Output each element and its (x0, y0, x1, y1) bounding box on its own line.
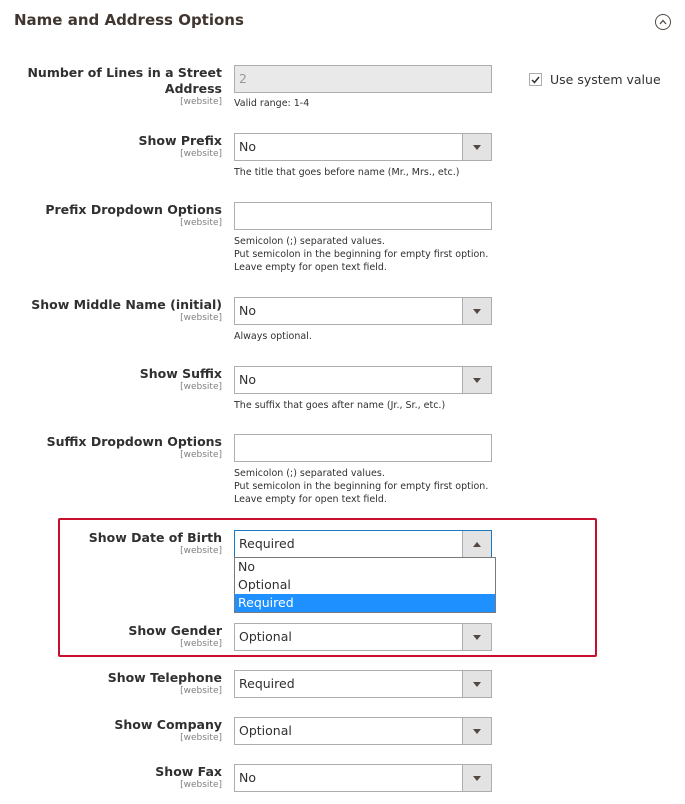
show-telephone-select[interactable] (234, 670, 492, 698)
selected-value: No (239, 770, 256, 785)
show-dob-select[interactable] (234, 530, 492, 558)
show-prefix-label: Show Prefix (138, 133, 222, 148)
dropdown-arrow-icon[interactable] (462, 671, 491, 697)
field-note: Semicolon (;) separated values. Put semicolon in the beginning for empty first option. Leave empty for open text field. (234, 236, 489, 273)
checkmark-icon (531, 76, 540, 84)
scope-label: [website] (180, 450, 222, 460)
scope-label: [website] (180, 149, 222, 159)
use-system-value-checkbox[interactable] (529, 73, 542, 86)
dropdown-option[interactable]: No (238, 559, 255, 574)
show-gender-label: Show Gender (128, 623, 222, 638)
use-system-value-label: Use system value (550, 72, 661, 87)
collapse-section-button[interactable] (655, 14, 671, 30)
use-system-value[interactable] (529, 72, 661, 87)
scope-label: [website] (180, 546, 222, 556)
dropdown-option-selected[interactable]: Required (235, 594, 495, 612)
dropdown-arrow-icon[interactable] (462, 298, 491, 324)
field-note: The title that goes before name (Mr., Mrs., etc.) (234, 167, 460, 178)
dropdown-option[interactable]: Optional (238, 577, 291, 592)
show-middle-name-select[interactable] (234, 297, 492, 325)
selected-value: Required (239, 536, 295, 551)
show-company-select[interactable] (234, 717, 492, 745)
section-title: Name and Address Options (14, 11, 244, 29)
selected-value: No (239, 303, 256, 318)
field-note: Valid range: 1-4 (234, 98, 310, 109)
selected-value: No (239, 139, 256, 154)
dropdown-arrow-icon[interactable] (462, 134, 491, 160)
selected-value: Required (239, 676, 295, 691)
dropdown-arrow-icon[interactable] (462, 718, 491, 744)
show-suffix-label: Show Suffix (139, 366, 222, 381)
scope-label: [website] (180, 382, 222, 392)
scope-label: [website] (180, 686, 222, 696)
field-note: The suffix that goes after name (Jr., Sr., etc.) (234, 400, 446, 411)
dropdown-arrow-icon[interactable] (462, 765, 491, 791)
street-lines-label: Number of Lines in a Street Address (27, 65, 222, 96)
prefix-options-input[interactable] (234, 202, 492, 230)
selected-value: Optional (239, 723, 292, 738)
selected-value: Optional (239, 629, 292, 644)
scope-label: [website] (180, 97, 222, 107)
selected-value: No (239, 372, 256, 387)
prefix-options-label: Prefix Dropdown Options (45, 202, 222, 217)
show-middle-name-label: Show Middle Name (initial) (31, 297, 222, 312)
field-note: Always optional. (234, 331, 312, 342)
show-gender-select[interactable] (234, 623, 492, 651)
street-lines-input[interactable]: 2 (234, 65, 492, 93)
scope-label: [website] (180, 639, 222, 649)
show-dob-label: Show Date of Birth (88, 530, 222, 545)
suffix-options-input[interactable] (234, 434, 492, 462)
show-fax-label: Show Fax (155, 764, 222, 779)
scope-label: [website] (180, 313, 222, 323)
scope-label: [website] (180, 733, 222, 743)
show-suffix-select[interactable] (234, 366, 492, 394)
field-note: Semicolon (;) separated values. Put semicolon in the beginning for empty first option. Leave empty for open text field. (234, 468, 489, 505)
dropdown-arrow-icon[interactable] (462, 624, 491, 650)
scope-label: [website] (180, 780, 222, 790)
show-fax-select[interactable] (234, 764, 492, 792)
suffix-options-label: Suffix Dropdown Options (46, 434, 222, 449)
show-prefix-select[interactable] (234, 133, 492, 161)
show-company-label: Show Company (114, 717, 222, 732)
show-dob-options-list[interactable] (234, 557, 496, 613)
scope-label: [website] (180, 218, 222, 228)
dropdown-arrow-icon[interactable] (462, 531, 491, 557)
show-telephone-label: Show Telephone (107, 670, 222, 685)
chevron-up-icon (659, 19, 667, 25)
dropdown-arrow-icon[interactable] (462, 367, 491, 393)
